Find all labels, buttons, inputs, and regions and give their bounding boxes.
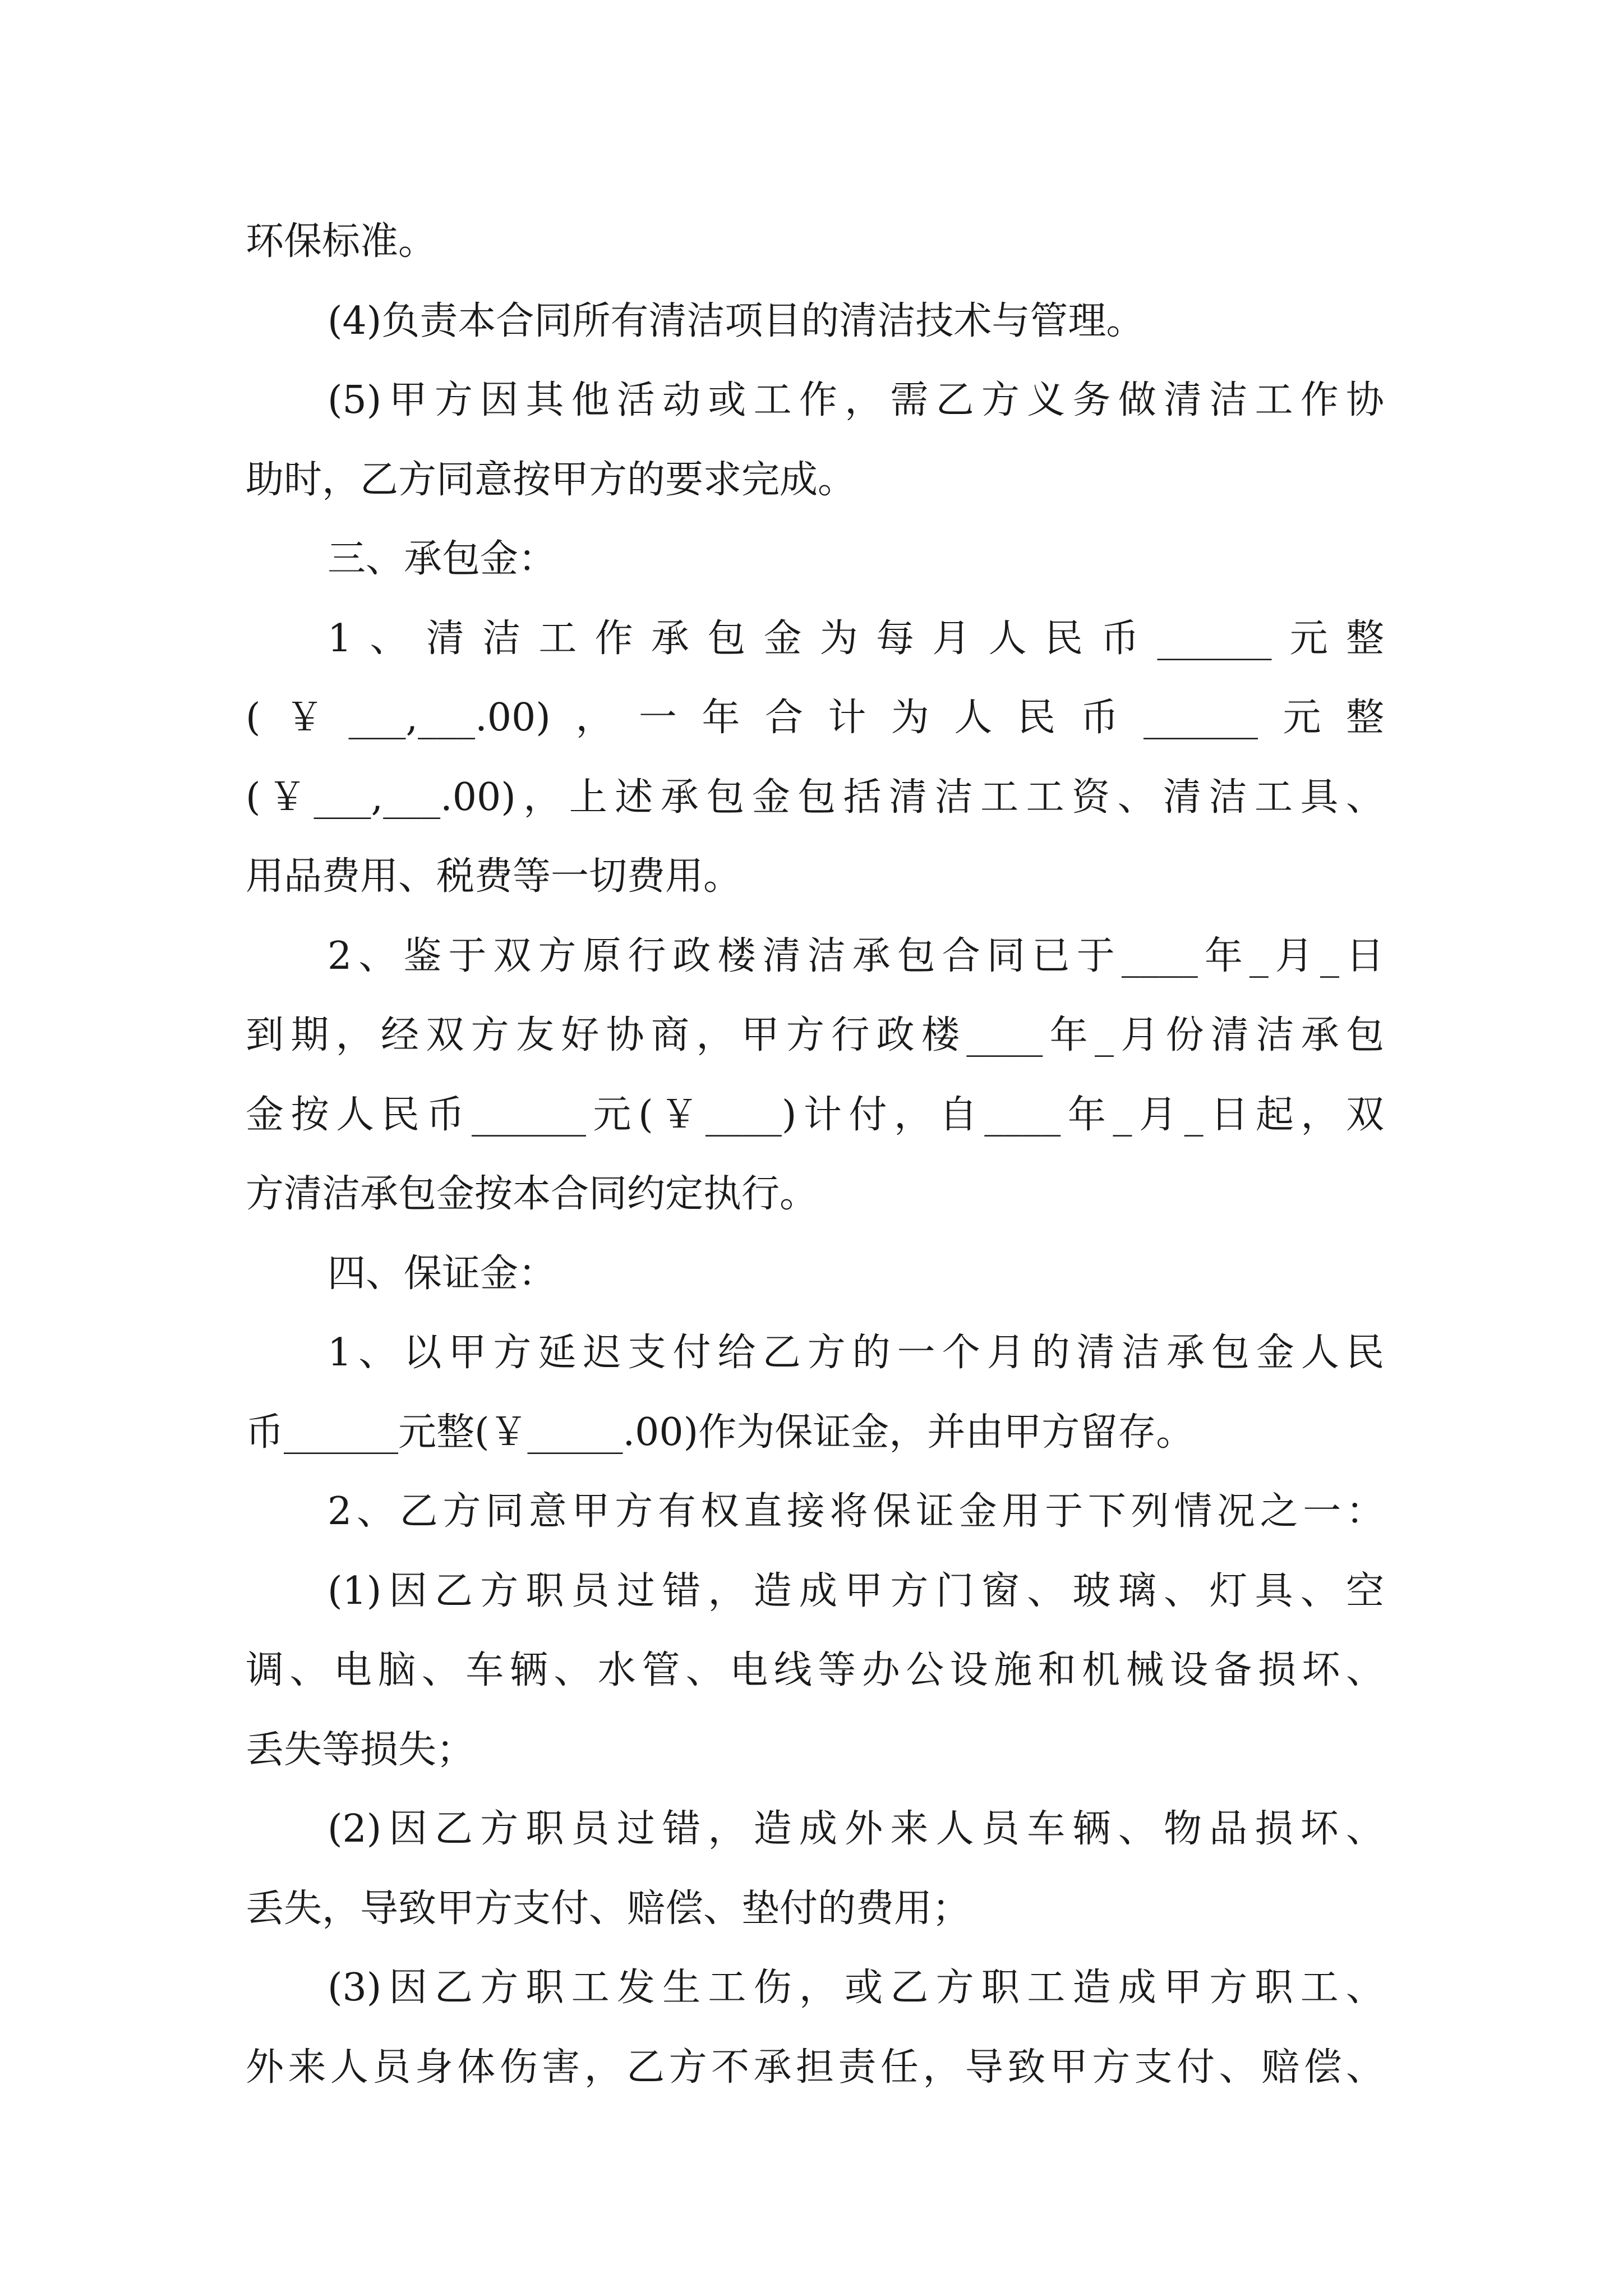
document-line: (2)因乙方职员过错，造成外来人员车辆、物品损坏、	[328, 1807, 1384, 1851]
document-line: 丢失，导致甲方支付、赔偿、垫付的费用；	[246, 1886, 971, 1931]
document-line: 外来人员身体伤害，乙方不承担责任，导致甲方支付、赔偿、	[246, 2045, 1384, 2090]
document-line: (4)负责本合同所有清洁项目的清洁技术与管理。	[328, 298, 1145, 343]
document-body	[246, 202, 1384, 2107]
document-line: 环保标准。	[246, 219, 437, 264]
document-line: (3)因乙方职工发生工伤，或乙方职工造成甲方职工、	[328, 1966, 1384, 2010]
document-line: 2、鉴于双方原行政楼清洁承包合同已于____年_月_日	[328, 933, 1384, 978]
document-line: 调、电脑、车辆、水管、电线等办公设施和机械设备损坏、	[246, 1648, 1384, 1692]
document-line: 四、保证金：	[328, 1251, 557, 1296]
document-line: 到期，经双方友好协商，甲方行政楼____年_月份清洁承包	[246, 1013, 1384, 1057]
document-line: (￥___,___.00)，上述承包金包括清洁工工资、清洁工具、	[246, 775, 1384, 820]
document-line: 方清洁承包金按本合同约定执行。	[246, 1172, 818, 1216]
document-line: 2、乙方同意甲方有权直接将保证金用于下列情况之一：	[328, 1489, 1384, 1534]
document-line: 金按人民币______元(￥____)计付，自____年_月_日起，双	[246, 1092, 1384, 1137]
document-line: 三、承包金：	[328, 537, 557, 581]
document-line: 丢失等损失；	[246, 1727, 475, 1772]
document-line: (￥___,___.00)，一年合计为人民币______元整	[246, 696, 1384, 740]
document-line: 用品费用、税费等一切费用。	[246, 854, 742, 899]
document-line: (1)因乙方职员过错，造成甲方门窗、玻璃、灯具、空	[328, 1568, 1384, 1613]
document-line: 助时，乙方同意按甲方的要求完成。	[246, 457, 856, 502]
document-line: 1、清洁工作承包金为每月人民币______元整	[328, 616, 1384, 661]
document-line: 币______元整(￥_____.00)作为保证金，并由甲方留存。	[246, 1410, 1195, 1455]
document-line: 1、以甲方延迟支付给乙方的一个月的清洁承包金人民	[328, 1331, 1384, 1375]
document-line: (5)甲方因其他活动或工作，需乙方义务做清洁工作协	[328, 378, 1384, 422]
